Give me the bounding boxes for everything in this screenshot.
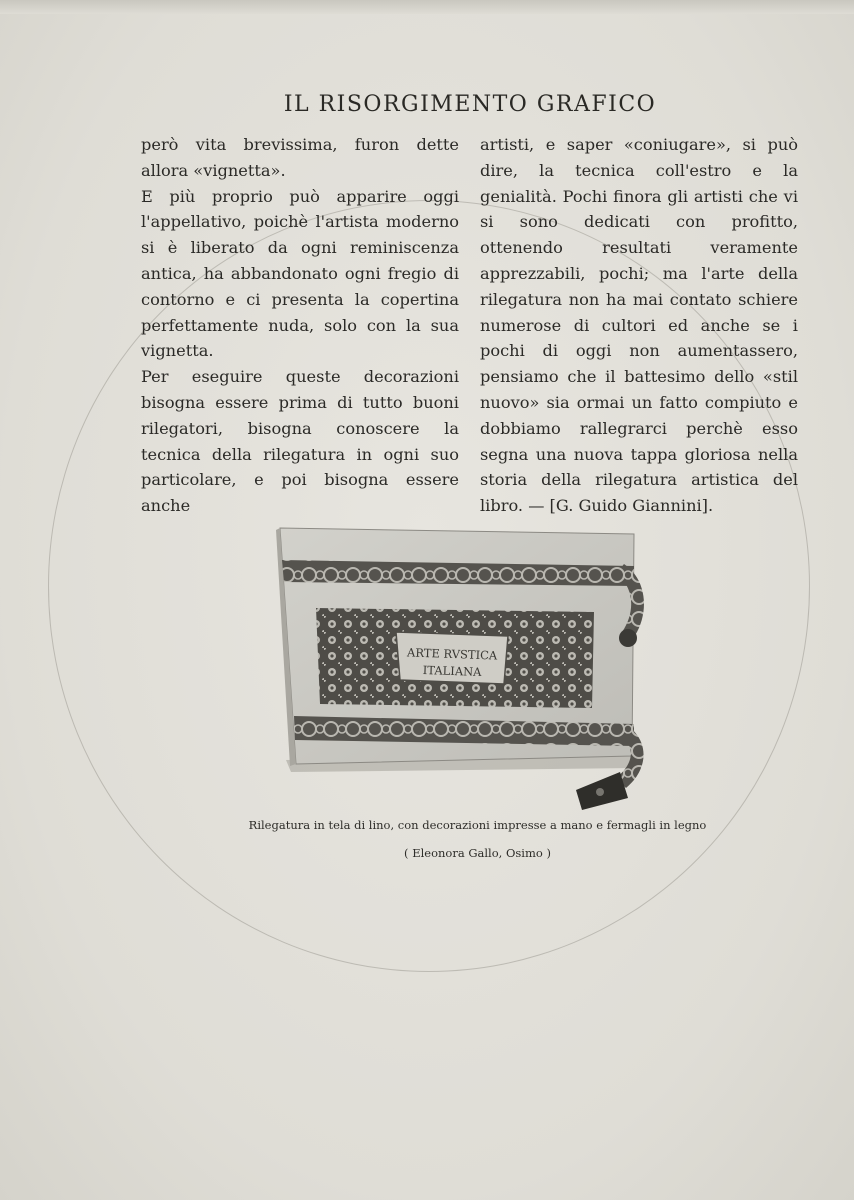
running-title: IL RISORGIMENTO GRAFICO bbox=[283, 92, 657, 117]
paragraph: Per eseguire queste decorazioni bisogna essere prima di tutto buoni rilegatori, bisogna conoscere la tecnica della rilegatura in ogni suo particolare, e poi bisogna essere anche bbox=[141, 367, 459, 516]
paragraph: però vita brevissima, furon dette allora «vignetta». bbox=[141, 135, 459, 180]
right-column bbox=[480, 132, 798, 519]
wooden-clasp bbox=[619, 629, 637, 647]
left-column bbox=[141, 132, 459, 519]
paragraph: artisti, e saper «coniugare», si può dire, la tecnica coll'estro e la genialità. Pochi finora gli artisti che vi si sono dedicati con profitto, ottenendo resultati veramente apprezzabili, pochi; ma l'arte della rilegatura non ha mai contato schiere numerose di cultori ed anche se i pochi di oggi non aumentassero, pensiamo che il battesimo dello «stil nuovo» sia ormai un fatto compiuto e dobbiamo rallegrarci perchè esso segna una nuova tappa gloriosa nella storia della rilegatura artistica del libro. — [G. Guido Giannini]. bbox=[480, 135, 798, 516]
book-binding-photo bbox=[276, 520, 656, 812]
figure-credit: ( Eleonora Gallo, Osimo ) bbox=[404, 846, 551, 860]
paragraph: E più proprio può apparire oggi l'appellativo, poichè l'artista moderno si è liberato da ogni reminiscenza antica, ha abbandonato ogni fregio di contorno e ci presenta la copertina perfettamente nuda, solo con la sua vignetta. bbox=[141, 186, 459, 361]
cover-label-line2: ITALIANA bbox=[422, 662, 482, 680]
page-top-edge bbox=[0, 0, 854, 14]
cover-label-line1: ARTE RVSTICA bbox=[406, 645, 498, 663]
figure-caption: Rilegatura in tela di lino, con decorazioni impresse a mano e fermagli in legno bbox=[248, 818, 707, 832]
